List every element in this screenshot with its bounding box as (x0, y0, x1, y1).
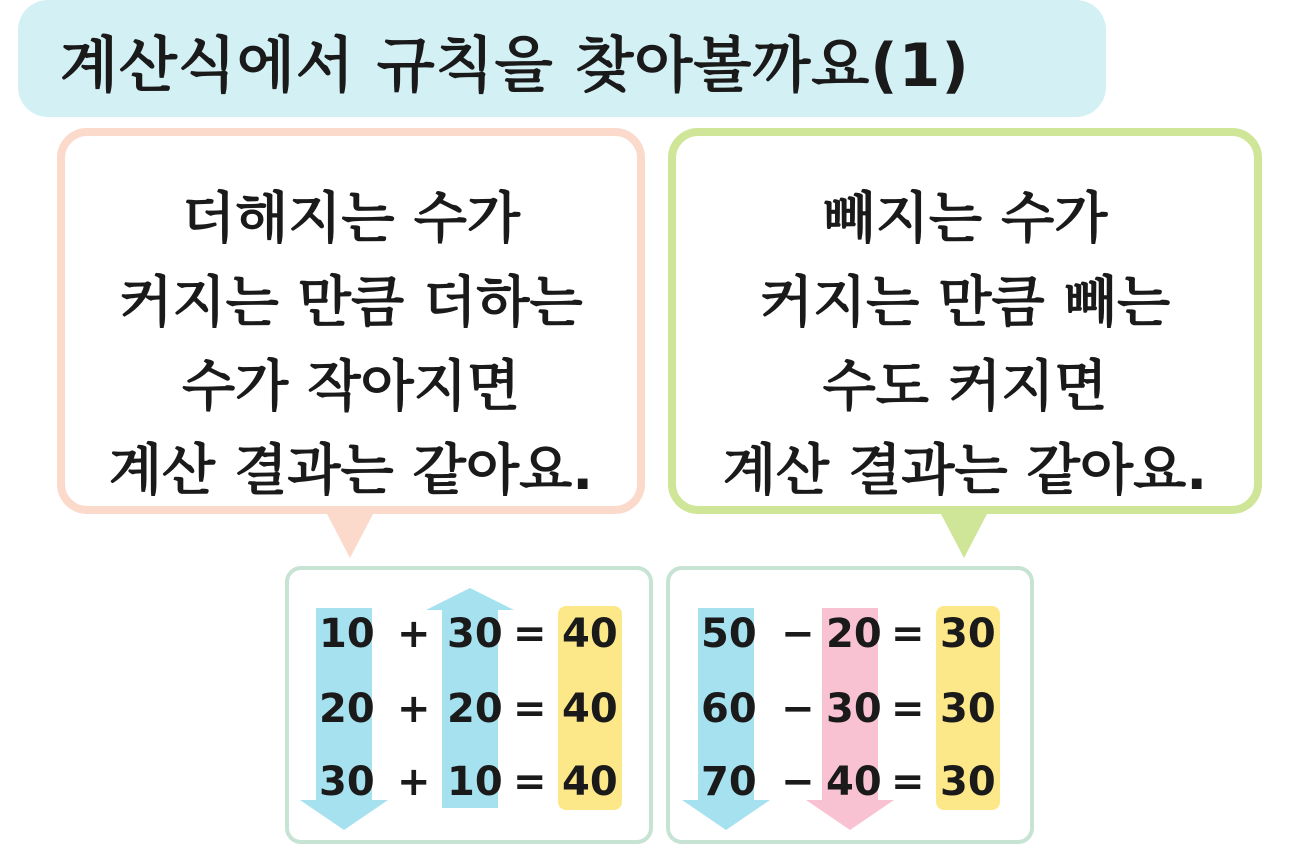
plus-sign: + (397, 611, 431, 657)
page-title: 계산식에서 규칙을 찾아볼까요(1) (60, 31, 970, 101)
sum-result: 40 (562, 611, 618, 657)
bubble-line: 더해지는 수가 (182, 186, 520, 250)
bubble-line: 계산 결과는 같아요. (108, 438, 594, 502)
addend-a: 20 (319, 686, 375, 732)
addend-b: 20 (447, 686, 503, 732)
subtrahend: 20 (826, 611, 882, 657)
bubble-line: 수가 작아지면 (182, 354, 520, 418)
sum-result: 40 (562, 759, 618, 805)
equals-sign: = (891, 759, 925, 805)
minuend: 50 (701, 611, 757, 657)
equals-sign: = (513, 759, 547, 805)
equals-sign: = (891, 686, 925, 732)
addend-a: 30 (319, 759, 375, 805)
bubble-line: 커지는 만큼 빼는 (759, 270, 1171, 334)
minus-sign: − (781, 611, 815, 657)
minuend: 70 (701, 759, 757, 805)
minus-sign: − (781, 686, 815, 732)
addend-b: 30 (447, 611, 503, 657)
difference-result: 30 (940, 611, 996, 657)
bubble-line: 수도 커지면 (822, 354, 1108, 418)
addend-a: 10 (319, 611, 375, 657)
difference-result: 30 (940, 686, 996, 732)
minuend: 60 (701, 686, 757, 732)
bubble-line: 커지는 만큼 더하는 (119, 270, 583, 334)
bubble-line: 빼지는 수가 (822, 186, 1108, 250)
plus-sign: + (397, 686, 431, 732)
equals-sign: = (891, 611, 925, 657)
equals-sign: = (513, 686, 547, 732)
bubble-line: 계산 결과는 같아요. (722, 438, 1208, 502)
difference-result: 30 (940, 759, 996, 805)
sum-result: 40 (562, 686, 618, 732)
plus-sign: + (397, 759, 431, 805)
equals-sign: = (513, 611, 547, 657)
subtrahend: 40 (826, 759, 882, 805)
addend-b: 10 (447, 759, 503, 805)
subtrahend: 30 (826, 686, 882, 732)
minus-sign: − (781, 759, 815, 805)
